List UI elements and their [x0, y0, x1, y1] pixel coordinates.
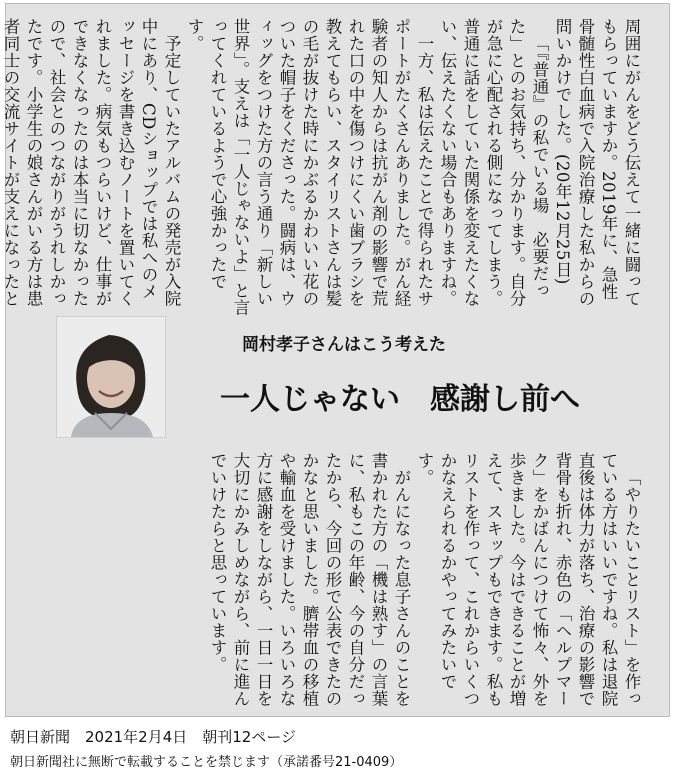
source-caption: 朝日新聞 2021年2月4日 朝刊12ページ: [10, 728, 297, 746]
article-paragraph: 一方、私は伝えたことで得られたサポートがたくさんありました。がん経験者の知人からは抗がん剤の影響で荒れた口の中を傷つけにくい歯ブラシを教えてもらい、スタイリストさんは髪の毛が抜けた時にかぶるかわいい花のついた帽子をくださった。闘病は、ウィッグをつけた方の言う通り「新しい世界」。支えは「一人じゃないよ」と言ってくれているようで心強かったです。: [185, 18, 434, 316]
article-body-lower: [206, 452, 643, 714]
article-paragraph: 周囲にがんをどう伝えて一緒に闘ってもらっていますか。2019年に、急性骨髄性白血病で入院治療した私からの問いかけでした。(20年12月25日): [553, 18, 641, 307]
article-paragraph: 予定していたアルバムの発売が入院中にあり、CDショップでは私へのメッセージを書き込むノートを置いてくれました。病気もつらいけど、仕事ができなくなったのは本当に切なかったので、社会とのつながりがうれしかったです。小学生の娘さんがいる方は患者同士の交流サイトが支えになったと: [1, 18, 181, 307]
article-body-upper: [0, 18, 643, 316]
article-paragraph: がんになった息子さんのことを書かれた方の「機は熟す」の言葉に、私もこの年齢、今の自分だったから、今回の形で公表できたのかなと思いました。臍帯血の移植や輸血を受けました。いろいろな方に感謝をしながら、一日一日を大切にかみしめながら、前に進んでいけたらと思っています。: [208, 452, 411, 707]
article-headline: 一人じゃない 感謝し前へ: [220, 382, 580, 417]
article-paragraph: 「『普通』の私でいる場 必要だった」とのお気持ち、分かります。自分が急に心配される側になってしまう。普通に話をしていた関係を変えたくない、伝えたくない場合もありますね。: [438, 18, 549, 307]
article-subtitle: 岡村孝子さんはこう考えた: [242, 335, 446, 355]
copyright-notice: 朝日新聞社に無断で転載することを禁じます（承諾番号21-0409）: [10, 755, 403, 770]
author-photo: [56, 316, 166, 438]
article-paragraph: 「やりたいことリスト」を作っている方はいいですね。私は退院直後は体力が落ち、治療の影響で背骨も折れ、赤色の「ヘルプマーク」をかばんにつけて怖々、外を歩きました。今はできることが増えて、スキップもできます。私もリストを作って、これからいくつかなえられるかやってみたいです。: [415, 452, 641, 707]
portrait-image: [57, 317, 165, 437]
newspaper-clipping: [1, 3, 670, 717]
